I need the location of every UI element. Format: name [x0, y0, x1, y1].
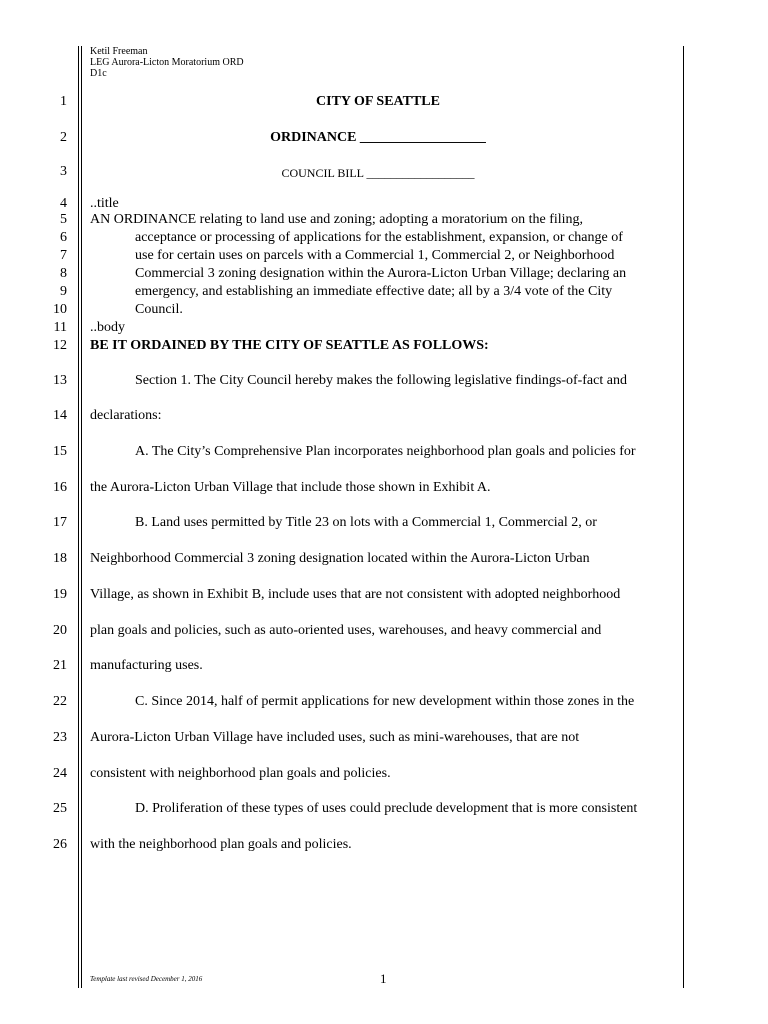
line-number: 26 — [53, 837, 67, 852]
body-line: plan goals and policies, such as auto-oriented uses, warehouses, and heavy commercial and — [90, 623, 602, 638]
line-number: 17 — [53, 515, 67, 530]
template-note: Template last revised December 1, 2016 — [90, 975, 203, 983]
city-heading: CITY OF SEATTLE — [316, 94, 440, 109]
line-number: 25 — [53, 801, 67, 816]
body-line: A. The City’s Comprehensive Plan incorporates neighborhood plan goals and policies for — [135, 444, 636, 459]
line-number: 13 — [53, 373, 67, 388]
body-marker: ..body — [90, 320, 125, 335]
council-bill-heading: COUNCIL BILL __________________ — [281, 166, 475, 180]
page-number: 1 — [380, 971, 387, 986]
document-header — [90, 46, 244, 79]
line-number: 10 — [53, 302, 67, 317]
line-number: 22 — [53, 694, 67, 709]
title-line: use for certain uses on parcels with a Commercial 1, Commercial 2, or Neighborhood — [135, 248, 615, 263]
margin-line-left-inner — [81, 46, 82, 988]
body-line: Village, as shown in Exhibit B, include uses that are not consistent with adopted neighborhood — [90, 587, 621, 602]
title-line: Commercial 3 zoning designation within the Aurora-Licton Urban Village; declaring an — [135, 266, 627, 281]
line-number: 21 — [53, 658, 67, 673]
line-number: 14 — [53, 408, 67, 423]
body-line: consistent with neighborhood plan goals and policies. — [90, 766, 391, 781]
header-doc-ref: LEG Aurora-Licton Moratorium ORD — [90, 57, 244, 68]
header-author: Ketil Freeman — [90, 46, 148, 57]
line-number: 18 — [53, 551, 67, 566]
line-number: 20 — [53, 623, 67, 638]
line-number: 1 — [60, 94, 67, 109]
margin-line-right — [683, 46, 684, 988]
title-line: AN ORDINANCE relating to land use and zoning; adopting a moratorium on the filing, — [90, 212, 584, 227]
line-number: 4 — [60, 196, 67, 211]
line-number: 15 — [53, 444, 67, 459]
line-number: 12 — [53, 338, 67, 353]
title-line: acceptance or processing of applications for the establishment, expansion, or change of — [135, 230, 623, 245]
line-number: 7 — [60, 248, 67, 263]
enacting-clause: BE IT ORDAINED BY THE CITY OF SEATTLE AS FOLLOWS: — [90, 338, 489, 353]
body-line: Aurora-Licton Urban Village have included uses, such as mini-warehouses, that are not — [90, 730, 580, 745]
line-number: 6 — [60, 230, 67, 245]
line-number: 9 — [60, 284, 67, 299]
ordinance-heading: ORDINANCE __________________ — [270, 130, 486, 145]
body-line: Section 1. The City Council hereby makes the following legislative findings-of-fact and — [135, 373, 627, 388]
line-number: 19 — [53, 587, 67, 602]
line-number: 2 — [60, 130, 67, 145]
body-line: D. Proliferation of these types of uses could preclude development that is more consistent — [135, 801, 638, 816]
body-line: C. Since 2014, half of permit applications for new development within those zones in the — [135, 694, 635, 709]
line-number: 3 — [60, 164, 67, 179]
line-number: 23 — [53, 730, 67, 745]
body-line: declarations: — [90, 408, 162, 423]
body-line: Neighborhood Commercial 3 zoning designation located within the Aurora-Licton Urban — [90, 551, 590, 566]
margin-line-left — [78, 46, 79, 988]
header-version: D1c — [90, 68, 107, 79]
body-line: the Aurora-Licton Urban Village that include those shown in Exhibit A. — [90, 480, 491, 495]
title-line: emergency, and establishing an immediate effective date; all by a 3/4 vote of the City — [135, 284, 613, 299]
line-number: 16 — [53, 480, 67, 495]
line-number: 5 — [60, 212, 67, 227]
body-line: B. Land uses permitted by Title 23 on lots with a Commercial 1, Commercial 2, or — [135, 515, 597, 530]
line-number: 24 — [53, 766, 67, 781]
line-number: 11 — [53, 320, 67, 335]
title-marker: ..title — [90, 196, 119, 211]
title-line: Council. — [135, 302, 183, 317]
line-number: 8 — [60, 266, 67, 281]
body-line: manufacturing uses. — [90, 658, 203, 673]
body-line: with the neighborhood plan goals and policies. — [90, 837, 352, 852]
